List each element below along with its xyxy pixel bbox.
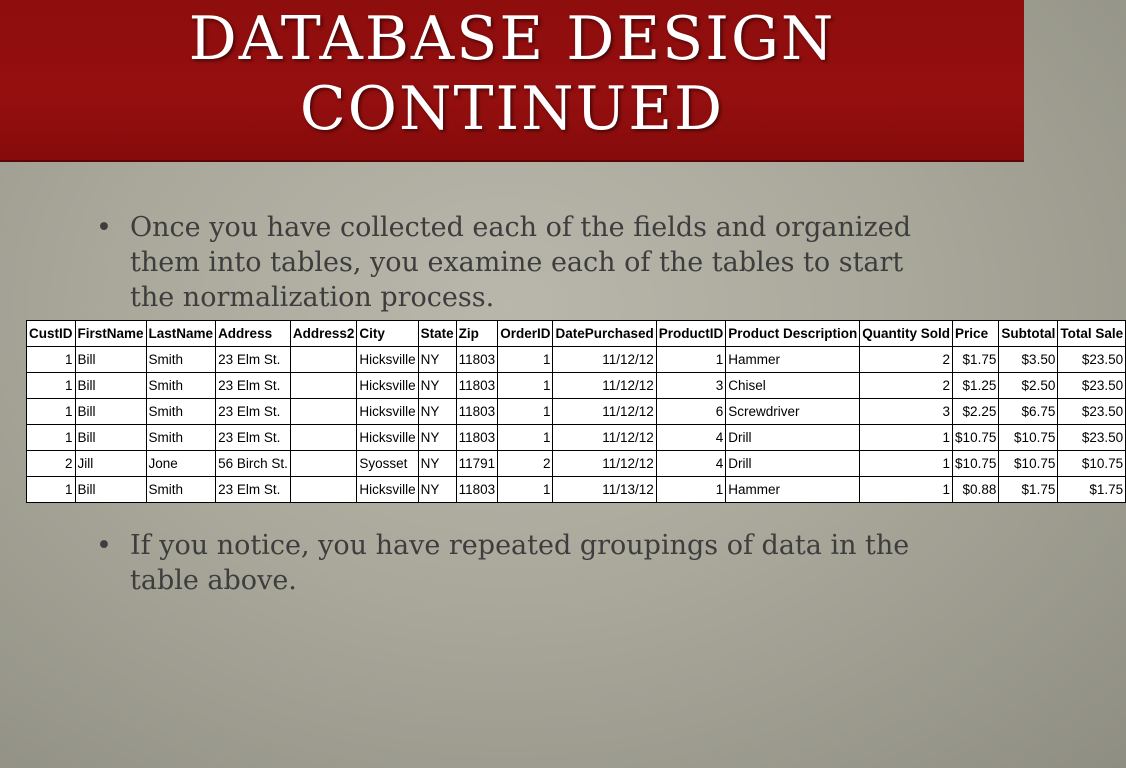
table-cell: Hicksville <box>357 347 418 373</box>
table-cell: Bill <box>75 347 146 373</box>
table-cell: 4 <box>656 451 726 477</box>
table-cell: $1.75 <box>999 477 1058 503</box>
column-header: OrderID <box>498 321 553 347</box>
table-cell: Bill <box>75 425 146 451</box>
data-table <box>26 320 1126 503</box>
table-row <box>27 347 1126 373</box>
table-cell: 11/12/12 <box>553 399 656 425</box>
table-cell: 1 <box>27 425 76 451</box>
table-row <box>27 451 1126 477</box>
table-cell: Bill <box>75 477 146 503</box>
column-header: Address2 <box>290 321 357 347</box>
table-cell: $10.75 <box>953 425 999 451</box>
table-cell: $23.50 <box>1058 373 1126 399</box>
column-header: ProductID <box>656 321 726 347</box>
table-cell: 2 <box>860 347 953 373</box>
table-cell: Smith <box>146 425 216 451</box>
table-cell: $3.50 <box>999 347 1058 373</box>
table-cell: 11803 <box>456 373 498 399</box>
column-header: CustID <box>27 321 76 347</box>
bullet-item <box>96 528 926 598</box>
table-cell: 1 <box>498 477 553 503</box>
table-cell: 11/12/12 <box>553 425 656 451</box>
table-cell: Hicksville <box>357 425 418 451</box>
table-cell: 56 Birch St. <box>216 451 291 477</box>
table-cell: NY <box>418 425 456 451</box>
table-cell: 11/13/12 <box>553 477 656 503</box>
column-header: Total Sale <box>1058 321 1126 347</box>
table-cell: Hicksville <box>357 399 418 425</box>
column-header: LastName <box>146 321 216 347</box>
table-cell: 11803 <box>456 425 498 451</box>
column-header: Price <box>953 321 999 347</box>
table-cell: 23 Elm St. <box>216 399 291 425</box>
column-header: Subtotal <box>999 321 1058 347</box>
table-cell: 23 Elm St. <box>216 373 291 399</box>
table-cell: Smith <box>146 399 216 425</box>
table-cell: 23 Elm St. <box>216 347 291 373</box>
table-cell: $1.25 <box>953 373 999 399</box>
table-cell: Drill <box>726 451 860 477</box>
column-header: DatePurchased <box>553 321 656 347</box>
slide-title <box>0 4 1024 144</box>
column-header: State <box>418 321 456 347</box>
table-cell: $23.50 <box>1058 425 1126 451</box>
table-cell: 11/12/12 <box>553 373 656 399</box>
table-cell: NY <box>418 399 456 425</box>
table-cell: Smith <box>146 347 216 373</box>
slide-title-line-2: CONTINUED <box>299 74 725 144</box>
table-cell: 11803 <box>456 399 498 425</box>
table-cell: 23 Elm St. <box>216 425 291 451</box>
table-cell: 3 <box>860 399 953 425</box>
table-cell: 1 <box>498 399 553 425</box>
table-cell: Hammer <box>726 477 860 503</box>
table-cell: Drill <box>726 425 860 451</box>
table-cell: Chisel <box>726 373 860 399</box>
table-cell: 3 <box>656 373 726 399</box>
table-cell: 11/12/12 <box>553 347 656 373</box>
table-cell: 1 <box>27 373 76 399</box>
table-cell: 23 Elm St. <box>216 477 291 503</box>
table-cell: $0.88 <box>953 477 999 503</box>
table-cell: 11803 <box>456 347 498 373</box>
table-cell: Hammer <box>726 347 860 373</box>
table-cell: $10.75 <box>1058 451 1126 477</box>
column-header: Zip <box>456 321 498 347</box>
table-cell <box>290 399 357 425</box>
column-header: City <box>357 321 418 347</box>
column-header: Product Description <box>726 321 860 347</box>
table-cell: 11791 <box>456 451 498 477</box>
table-cell: NY <box>418 477 456 503</box>
table-cell: $1.75 <box>953 347 999 373</box>
table-cell: 1 <box>860 425 953 451</box>
table-cell: Hicksville <box>357 373 418 399</box>
table-row <box>27 373 1126 399</box>
table-cell: 11803 <box>456 477 498 503</box>
table-cell: 2 <box>27 451 76 477</box>
table-cell: $23.50 <box>1058 399 1126 425</box>
table-cell: 1 <box>27 347 76 373</box>
table-cell: 1 <box>860 451 953 477</box>
table-cell: 2 <box>860 373 953 399</box>
table-cell: NY <box>418 451 456 477</box>
table-cell: Syosset <box>357 451 418 477</box>
bullet-text: Once you have collected each of the fields and organized them into tables, you examine each of the tables to start the normalization process. <box>130 212 911 313</box>
table-cell: 1 <box>656 347 726 373</box>
table-cell: 1 <box>498 425 553 451</box>
table-cell <box>290 347 357 373</box>
table-row <box>27 399 1126 425</box>
table-cell: 6 <box>656 399 726 425</box>
table-cell: NY <box>418 373 456 399</box>
bullet-item <box>96 210 926 315</box>
table-cell <box>290 477 357 503</box>
bullet-icon: • <box>96 530 112 561</box>
table-row <box>27 477 1126 503</box>
table-cell: Jill <box>75 451 146 477</box>
table-cell <box>290 373 357 399</box>
table-cell <box>290 451 357 477</box>
table-cell: $1.75 <box>1058 477 1126 503</box>
table-cell: $2.50 <box>999 373 1058 399</box>
table-cell: 4 <box>656 425 726 451</box>
table-body <box>27 347 1126 503</box>
table-cell: 1 <box>27 477 76 503</box>
slide-title-line-1: DATABASE DESIGN <box>188 4 836 74</box>
table-cell: Screwdriver <box>726 399 860 425</box>
table-row <box>27 425 1126 451</box>
table-cell: 1 <box>860 477 953 503</box>
table-cell: 1 <box>656 477 726 503</box>
column-header: FirstName <box>75 321 146 347</box>
table-cell: 11/12/12 <box>553 451 656 477</box>
column-header: Quantity Sold <box>860 321 953 347</box>
table-cell: Bill <box>75 373 146 399</box>
bullet-text: If you notice, you have repeated groupings of data in the table above. <box>130 530 910 596</box>
table-cell: 2 <box>498 451 553 477</box>
table-cell: 1 <box>498 347 553 373</box>
table-header-row <box>27 321 1126 347</box>
column-header: Address <box>216 321 291 347</box>
table-cell: Hicksville <box>357 477 418 503</box>
table-cell: 1 <box>498 373 553 399</box>
table-cell: $6.75 <box>999 399 1058 425</box>
table-cell <box>290 425 357 451</box>
table-cell: Bill <box>75 399 146 425</box>
table-cell: Jone <box>146 451 216 477</box>
table-cell: $23.50 <box>1058 347 1126 373</box>
table-cell: $10.75 <box>999 451 1058 477</box>
title-bar <box>0 0 1024 162</box>
table-cell: Smith <box>146 373 216 399</box>
table-cell: 1 <box>27 399 76 425</box>
table-cell: NY <box>418 347 456 373</box>
bullet-icon: • <box>96 212 112 243</box>
table-cell: $10.75 <box>999 425 1058 451</box>
table-cell: $2.25 <box>953 399 999 425</box>
table-cell: Smith <box>146 477 216 503</box>
table-cell: $10.75 <box>953 451 999 477</box>
